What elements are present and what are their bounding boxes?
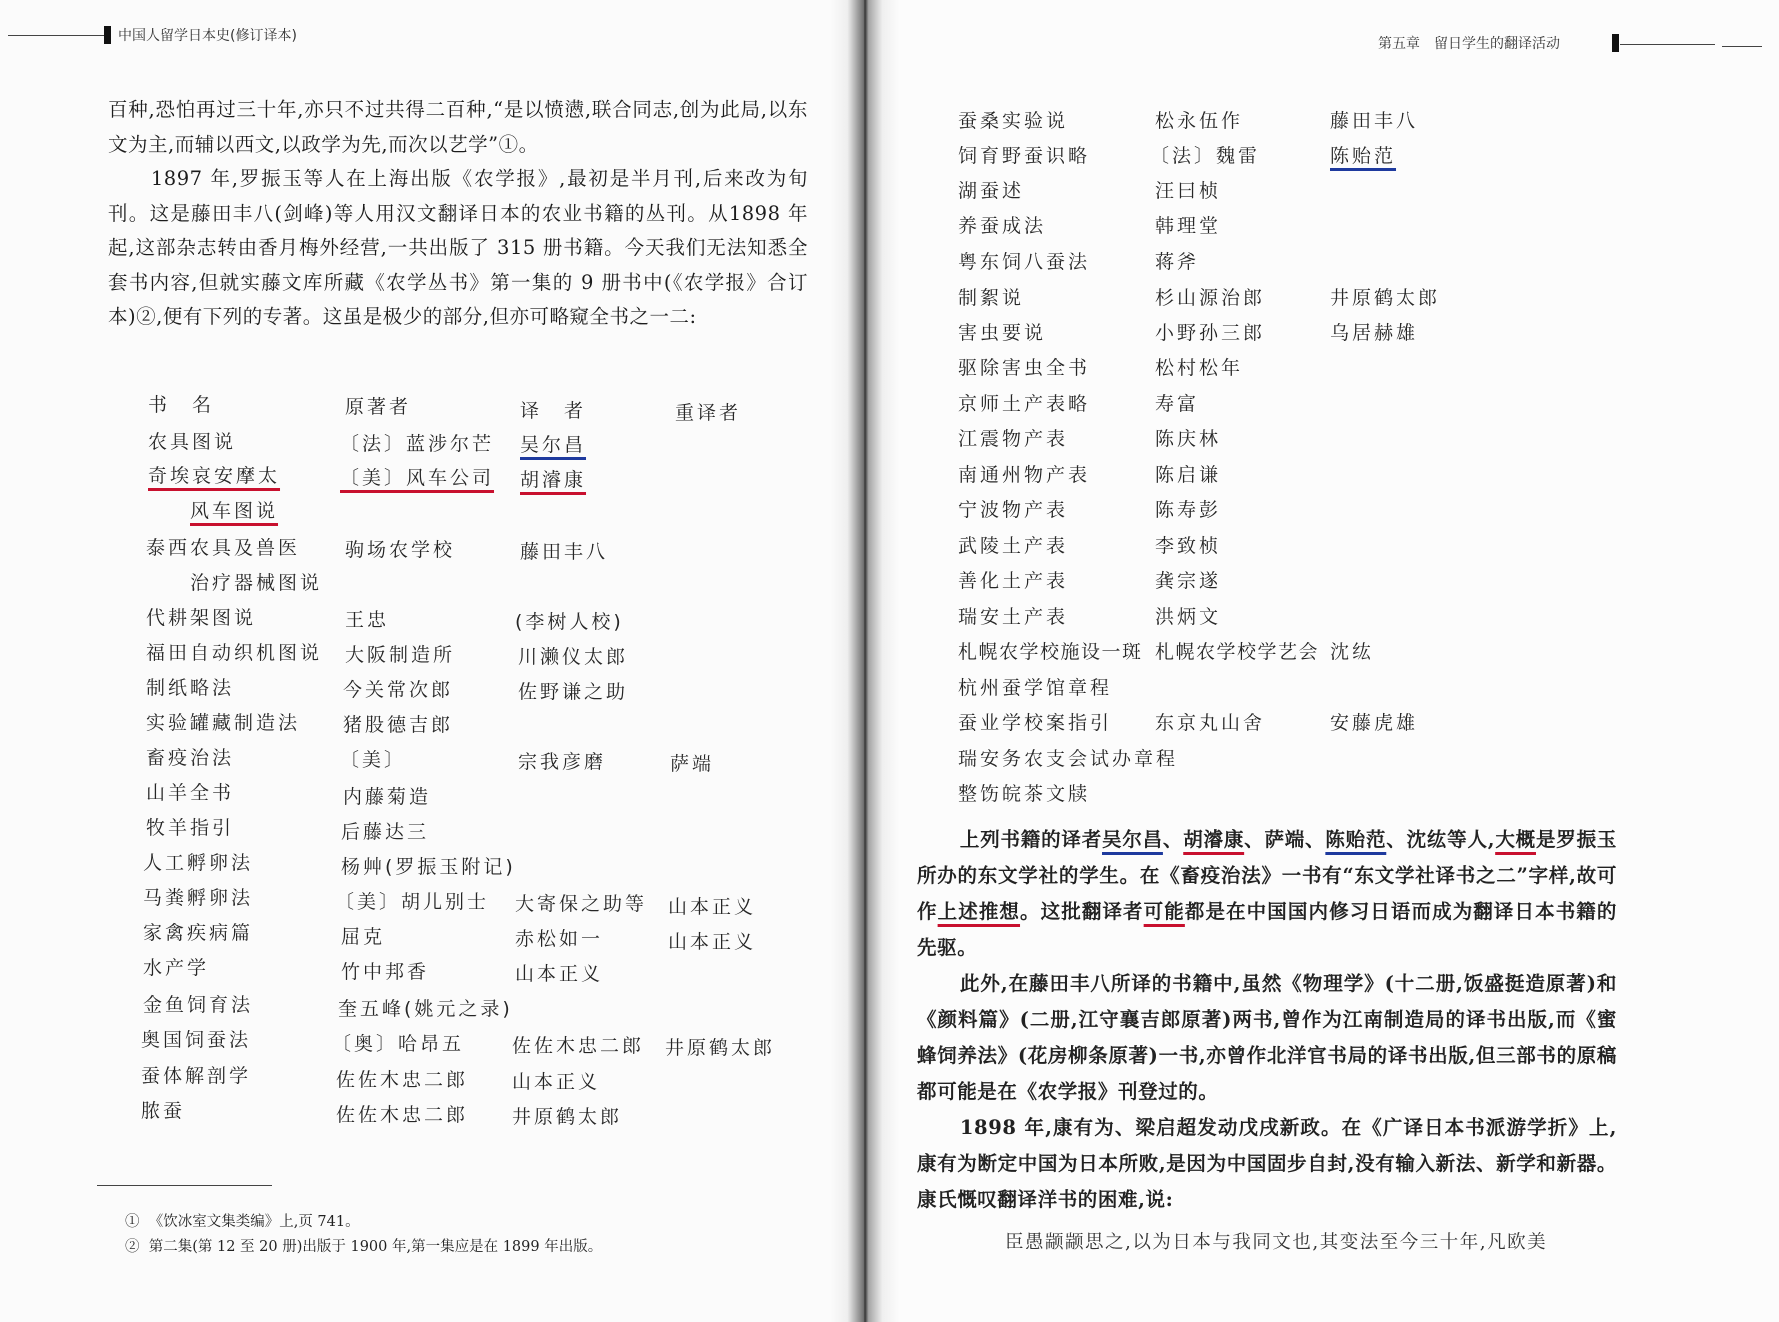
book-retranslator: 山本正义 <box>668 931 757 953</box>
book-translator: 井原鹤太郎 <box>1330 287 1441 309</box>
header-rule-left <box>8 35 106 36</box>
book-title: 湖蚕述 <box>958 180 1025 202</box>
book-author: 〔美〕风车公司 <box>340 467 495 489</box>
book-author: 龚宗遂 <box>1155 570 1222 592</box>
translator-name: 吴尔昌 <box>1102 828 1163 851</box>
book-title: 蚕业学校案指引 <box>958 712 1113 734</box>
col-header-title: 书 名 <box>148 394 215 416</box>
highlighted-phrase: 可能 <box>1143 900 1185 923</box>
col-header-retranslator: 重译者 <box>675 402 742 424</box>
book-author: 洪炳文 <box>1155 606 1222 628</box>
book-title: 京师土产表略 <box>958 393 1091 415</box>
book-translator: 陈贻范 <box>1330 145 1397 167</box>
book-translator: (李树人校) <box>515 611 624 633</box>
book-title: 牧羊指引 <box>146 817 235 839</box>
book-author: 札幌农学校学艺会 <box>1155 641 1320 663</box>
translator-name: 陈贻范 <box>1325 828 1387 851</box>
paragraph: 上列书籍的译者吴尔昌、胡濬康、萨端、陈贻范、沈纮等人,大概是罗振玉所办的东文学社的学生。在《畜疫治法》一书有“东文学社译书之二”字样,故可作上述推想。这批翻译者可能都是在中国国内修习日语而成为翻译日本书籍的先驱。 <box>917 828 1618 959</box>
book-author: 猪股德吉郎 <box>343 714 454 736</box>
book-title: 代耕架图说 <box>146 607 257 629</box>
book-author: 〔美〕胡儿别士 <box>335 891 490 913</box>
book-title: 宁波物产表 <box>958 499 1069 521</box>
book-title: 蚕体解剖学 <box>141 1065 252 1087</box>
book-author: 〔法〕蓝涉尔芒 <box>340 433 495 455</box>
book-translator: 吴尔昌 <box>520 434 587 456</box>
left-body <box>108 93 808 335</box>
footnote-mark: ② <box>125 1239 140 1255</box>
book-translator: 川濑仪太郎 <box>518 646 629 668</box>
book-translator: 大寄保之助等 <box>515 893 648 915</box>
book-author: 奎五峰(姚元之录) <box>338 998 513 1020</box>
book-author: 东京丸山舍 <box>1155 712 1266 734</box>
col-header-author: 原著者 <box>345 396 412 418</box>
footnote <box>125 1235 602 1256</box>
book-title: 饲育野蚕识略 <box>958 145 1091 167</box>
book-author: 驹场农学校 <box>345 539 456 561</box>
book-author: 汪曰桢 <box>1155 180 1222 202</box>
book-author: 屈克 <box>341 926 386 948</box>
book-title: 杭州蚕学馆章程 <box>958 677 1113 699</box>
book-title: 山羊全书 <box>146 782 235 804</box>
col-header-translator: 译 者 <box>520 400 587 422</box>
book-title: 驱除害虫全书 <box>958 357 1091 379</box>
book-author: 韩理堂 <box>1155 215 1222 237</box>
book-title: 札幌农学校施设一斑 <box>958 641 1143 663</box>
book-author: 杨艸(罗振玉附记) <box>341 856 516 878</box>
translator-name: 胡濬康 <box>1183 828 1245 851</box>
book-title: 水产学 <box>143 957 210 979</box>
book-author: 寿富 <box>1155 393 1200 415</box>
book-translator: 佐野谦之助 <box>518 681 629 703</box>
book-title: 治疗器械图说 <box>190 572 323 594</box>
footnote-text: 第二集(第 12 至 20 册)出版于 1900 年,第一集应是在 1899 年出版。 <box>148 1239 603 1255</box>
quotation-text: 臣愚颛颛思之,以为日本与我同文也,其变法至今三十年,凡欧美 <box>1005 1232 1548 1253</box>
book-translator: 佐佐木忠二郎 <box>512 1035 645 1057</box>
book-title: 瑞安务农支会试办章程 <box>958 748 1179 770</box>
book-author: 陈寿彭 <box>1155 499 1222 521</box>
highlighted-phrase: 大概 <box>1495 828 1536 851</box>
book-title: 奥国饲蚕法 <box>141 1029 252 1051</box>
book-author: 〔美〕 <box>340 749 407 771</box>
footnote <box>125 1210 360 1231</box>
paragraph: 此外,在藤田丰八所译的书籍中,虽然《物理学》(十二册,饭盛挺造原著)和《颜料篇》(二册,江守襄吉郎原著)两书,曾作为江南制造局的译书出版,而《蜜蜂饲养法》(花房柳条原著)一书,亦曾作北洋官书局的译书出版,但三部书的原稿都可能是在《农学报》刊登过的。 <box>917 972 1617 1103</box>
book-author: 松村松年 <box>1155 357 1244 379</box>
footnote-mark: ① <box>125 1214 140 1230</box>
header-marker-left <box>104 26 111 44</box>
book-author: 小野孙三郎 <box>1155 322 1266 344</box>
book-title: 制纸略法 <box>146 677 235 699</box>
book-title: 整饬皖茶文牍 <box>958 783 1091 805</box>
book-author: 〔奥〕哈昂五 <box>332 1033 465 1055</box>
book-author: 今关常次郎 <box>343 679 454 701</box>
book-author: 松永伍作 <box>1155 110 1244 132</box>
book-author: 佐佐木忠二郎 <box>336 1104 469 1126</box>
book-title: 瑞安土产表 <box>958 606 1069 628</box>
footnote-rule <box>97 1185 272 1186</box>
book-translator: 井原鹤太郎 <box>512 1106 623 1128</box>
running-head-right: 第五章 留日学生的翻译活动 <box>1378 36 1560 52</box>
book-translator: 乌居赫雄 <box>1330 322 1419 344</box>
book-title: 家禽疾病篇 <box>143 922 254 944</box>
right-body <box>917 822 1617 1218</box>
running-head-left: 中国人留学日本史(修订译本) <box>118 28 297 44</box>
book-title: 善化土产表 <box>958 570 1069 592</box>
book-retranslator: 井原鹤太郎 <box>665 1037 776 1059</box>
book-translator: 胡濬康 <box>520 469 587 491</box>
book-title: 风车图说 <box>190 500 279 522</box>
book-author: 李致桢 <box>1155 535 1222 557</box>
book-translator: 宗我彦磨 <box>518 751 607 773</box>
book-translator: 安藤虎雄 <box>1330 712 1419 734</box>
book-title: 蚕桑实验说 <box>958 110 1069 132</box>
book-gutter <box>830 0 900 1322</box>
book-title: 金鱼饲育法 <box>143 994 254 1016</box>
header-rule-right <box>1722 46 1762 47</box>
book-author: 佐佐木忠二郎 <box>336 1069 469 1091</box>
book-author: 王忠 <box>345 609 390 631</box>
book-title: 武陵土产表 <box>958 535 1069 557</box>
book-retranslator: 山本正义 <box>668 896 757 918</box>
book-author: 竹中邦香 <box>341 961 430 983</box>
book-translator: 赤松如一 <box>515 928 604 950</box>
paragraph: 百种,恐怕再过三十年,亦只不过共得二百种,“是以愤懑,联合同志,创为此局,以东文为主,而辅以西文,以政学为先,而次以艺学”①。 <box>108 98 808 156</box>
book-author: 后藤达三 <box>341 821 430 843</box>
paragraph: 1897 年,罗振玉等人在上海出版《农学报》,最初是半月刊,后来改为旬刊。这是藤田丰八(剑峰)等人用汉文翻译日本的农业书籍的丛刊。从1898 年起,这部杂志转由香月梅外经营,一共出版了 315 册书籍。今天我们无法知悉全套书内容,但就实藤文库所藏《农学丛书》第一集的 9 册书中(《农学报》合订本)②,便有下列的专著。这虽是极少的部分,但亦可略窥全书之一二: <box>108 167 808 328</box>
book-title: 脓蚕 <box>141 1100 186 1122</box>
book-title: 奇埃哀安摩太 <box>148 465 281 487</box>
book-title: 粤东饲八蚕法 <box>958 251 1091 273</box>
footnote-text: 《饮冰室文集类编》上,页 741。 <box>148 1214 360 1230</box>
header-marker-right <box>1612 34 1619 52</box>
header-rule-right <box>1620 44 1715 45</box>
book-author: 杉山源治郎 <box>1155 287 1266 309</box>
book-title: 农具图说 <box>148 431 237 453</box>
highlighted-phrase: 上述推想 <box>937 900 1021 923</box>
book-retranslator: 萨端 <box>670 753 715 775</box>
book-author: 陈庆林 <box>1155 428 1222 450</box>
book-title: 养蚕成法 <box>958 215 1047 237</box>
book-title: 制絮说 <box>958 287 1025 309</box>
book-translator: 山本正义 <box>515 963 604 985</box>
book-translator: 山本正义 <box>512 1071 601 1093</box>
book-translator: 沈纮 <box>1330 641 1375 663</box>
book-author: 蒋斧 <box>1155 251 1200 273</box>
book-title: 福田自动织机图说 <box>146 642 323 664</box>
book-title: 害虫要说 <box>958 322 1047 344</box>
book-title: 人工孵卵法 <box>143 852 254 874</box>
book-title: 实验罐藏制造法 <box>146 712 301 734</box>
paragraph: 1898 年,康有为、梁启超发动戊戌新政。在《广译日本书派游学折》上,康有为断定中国为日本所败,是因为中国固步自封,没有输入新法、新学和新器。康氏慨叹翻译洋书的困难,说: <box>917 1116 1617 1211</box>
book-author: 〔法〕魏雷 <box>1150 145 1261 167</box>
book-title: 江震物产表 <box>958 428 1069 450</box>
book-title: 南通州物产表 <box>958 464 1091 486</box>
book-title: 马粪孵卵法 <box>143 887 254 909</box>
book-author: 陈启谦 <box>1155 464 1222 486</box>
book-translator: 藤田丰八 <box>520 541 609 563</box>
book-title: 畜疫治法 <box>146 747 235 769</box>
book-translator: 藤田丰八 <box>1330 110 1419 132</box>
book-author: 大阪制造所 <box>345 644 456 666</box>
book-author: 内藤菊造 <box>343 786 432 808</box>
book-title: 泰西农具及兽医 <box>146 537 301 559</box>
